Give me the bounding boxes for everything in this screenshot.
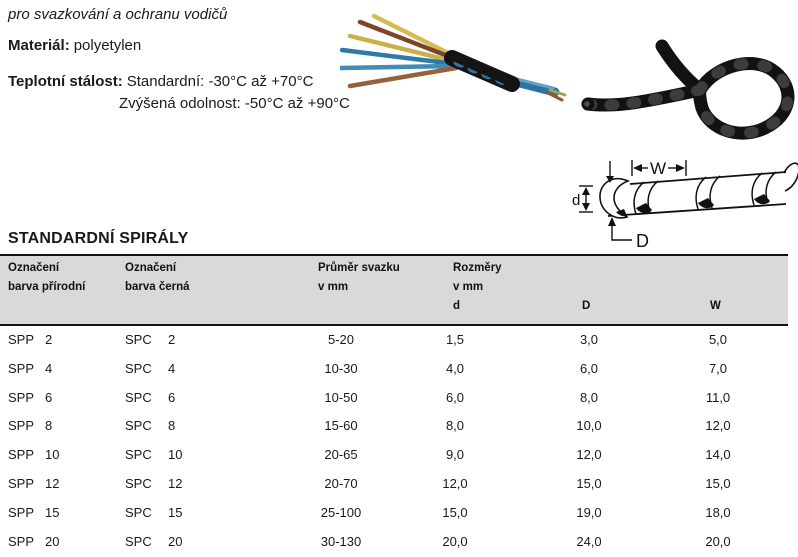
cell-spp-size: 8 — [45, 418, 53, 434]
header-sub-w: W — [710, 300, 721, 312]
cell-spc-label: SPC — [125, 533, 152, 549]
table-row — [0, 326, 788, 355]
cell-bundle-diameter: 20-70 — [324, 475, 358, 491]
cell-dim-d: 9,0 — [445, 447, 465, 463]
cell-dim-w: 20,0 — [705, 533, 731, 549]
header-col2-line2: barva černá — [125, 281, 190, 293]
cell-spc-size: 10 — [168, 447, 183, 463]
cell-spc-label: SPC — [125, 332, 152, 347]
cell-dim-d: 8,0 — [445, 418, 465, 434]
cell-dim-w: 5,0 — [708, 332, 728, 347]
product-subtitle: pro svazkování a ochranu vodičů — [8, 6, 228, 23]
cell-dim-w: 14,0 — [705, 447, 731, 463]
cell-dim-d: 15,0 — [442, 504, 468, 520]
header-col1-line1: Označení — [8, 262, 60, 274]
table-row — [0, 412, 788, 441]
cell-dim-big-d: 10,0 — [576, 418, 602, 434]
diagram-w-label: W — [649, 159, 667, 178]
temperature-label: Teplotní stálost: — [8, 73, 123, 90]
cell-spc-size: 6 — [168, 389, 176, 405]
table-body — [0, 326, 788, 556]
header-col3-line1: Průměr svazku — [318, 262, 400, 274]
spiral-dimensions-diagram — [572, 148, 798, 256]
table-title: STANDARDNÍ SPIRÁLY — [8, 230, 189, 247]
cell-spc-label: SPC — [125, 389, 152, 405]
cell-dim-big-d: 15,0 — [576, 475, 602, 491]
temperature-standard: Standardní: -30°C až +70°C — [126, 73, 314, 90]
cell-bundle-diameter: 15-60 — [324, 418, 358, 434]
header-col1-line2: barva přírodní — [8, 281, 86, 293]
table-row — [0, 499, 788, 528]
temperature-line — [8, 73, 313, 90]
material-line — [8, 37, 141, 54]
cell-spp-label: SPP — [8, 418, 35, 434]
cell-spc-size: 20 — [168, 533, 183, 549]
cell-spc-label: SPC — [125, 360, 152, 376]
cell-bundle-diameter: 10-50 — [324, 389, 358, 405]
cell-dim-w: 7,0 — [708, 360, 728, 376]
cell-dim-big-d: 12,0 — [576, 447, 602, 463]
cell-dim-w: 12,0 — [705, 418, 731, 434]
cell-bundle-diameter: 25-100 — [320, 504, 362, 520]
cell-spp-label: SPP — [8, 504, 35, 520]
cell-spc-label: SPC — [125, 418, 152, 434]
table-row — [0, 441, 788, 470]
temperature-elevated: Zvýšená odolnost: -50°C až +90°C — [119, 95, 350, 112]
cell-bundle-diameter: 20-65 — [324, 447, 358, 463]
cell-spp-size: 4 — [45, 360, 53, 376]
cell-dim-d: 12,0 — [442, 475, 468, 491]
material-value: polyetylen — [73, 37, 142, 54]
cell-spc-size: 2 — [168, 332, 176, 347]
cell-spp-size: 15 — [45, 504, 60, 520]
material-label: Materiál: — [8, 37, 70, 54]
header-sub-big-d: D — [582, 300, 591, 312]
cell-bundle-diameter: 5-20 — [327, 332, 355, 347]
cell-dim-d: 4,0 — [445, 360, 465, 376]
cell-bundle-diameter: 10-30 — [324, 360, 358, 376]
spiral-knot-photo — [573, 22, 798, 147]
cell-spp-label: SPP — [8, 533, 35, 549]
cell-spc-size: 12 — [168, 475, 183, 491]
cell-bundle-diameter: 30-130 — [320, 533, 362, 549]
cell-dim-w: 18,0 — [705, 504, 731, 520]
diagram-d-label: d — [572, 192, 581, 209]
cable-bundle-photo — [340, 2, 575, 114]
cell-spc-label: SPC — [125, 504, 152, 520]
cell-dim-w: 15,0 — [705, 475, 731, 491]
table-row — [0, 355, 788, 384]
cell-spc-size: 8 — [168, 418, 176, 434]
header-col4-line1: Rozměry — [453, 262, 502, 274]
header-sub-d: d — [453, 300, 461, 312]
diagram-big-d-label: D — [636, 231, 649, 251]
cell-dim-d: 1,5 — [445, 332, 465, 347]
cell-dim-w: 11,0 — [705, 389, 731, 405]
cell-dim-big-d: 19,0 — [576, 504, 602, 520]
cell-dim-big-d: 8,0 — [579, 389, 599, 405]
cell-spp-size: 12 — [45, 475, 60, 491]
table-row — [0, 470, 788, 499]
cell-spp-label: SPP — [8, 360, 35, 376]
cell-spp-label: SPP — [8, 389, 35, 405]
cell-dim-d: 20,0 — [442, 533, 468, 549]
cell-spp-size: 2 — [45, 332, 53, 347]
cell-spp-label: SPP — [8, 475, 35, 491]
header-col4-line2: v mm — [453, 281, 484, 293]
cell-spc-label: SPC — [125, 475, 152, 491]
header-col3-line2: v mm — [318, 281, 349, 293]
cell-spp-size: 20 — [45, 533, 60, 549]
cell-dim-d: 6,0 — [445, 389, 465, 405]
cell-dim-big-d: 3,0 — [579, 332, 599, 347]
cell-spp-label: SPP — [8, 447, 35, 463]
cell-dim-big-d: 24,0 — [576, 533, 602, 549]
cell-spc-size: 15 — [168, 504, 183, 520]
cell-dim-big-d: 6,0 — [579, 360, 599, 376]
cell-spc-label: SPC — [125, 447, 152, 463]
cell-spp-size: 10 — [45, 447, 60, 463]
cell-spp-size: 6 — [45, 389, 53, 405]
header-col2-line1: Označení — [125, 262, 177, 274]
cell-spp-label: SPP — [8, 332, 35, 347]
table-row — [0, 384, 788, 413]
cell-spc-size: 4 — [168, 360, 176, 376]
table-row — [0, 528, 788, 557]
